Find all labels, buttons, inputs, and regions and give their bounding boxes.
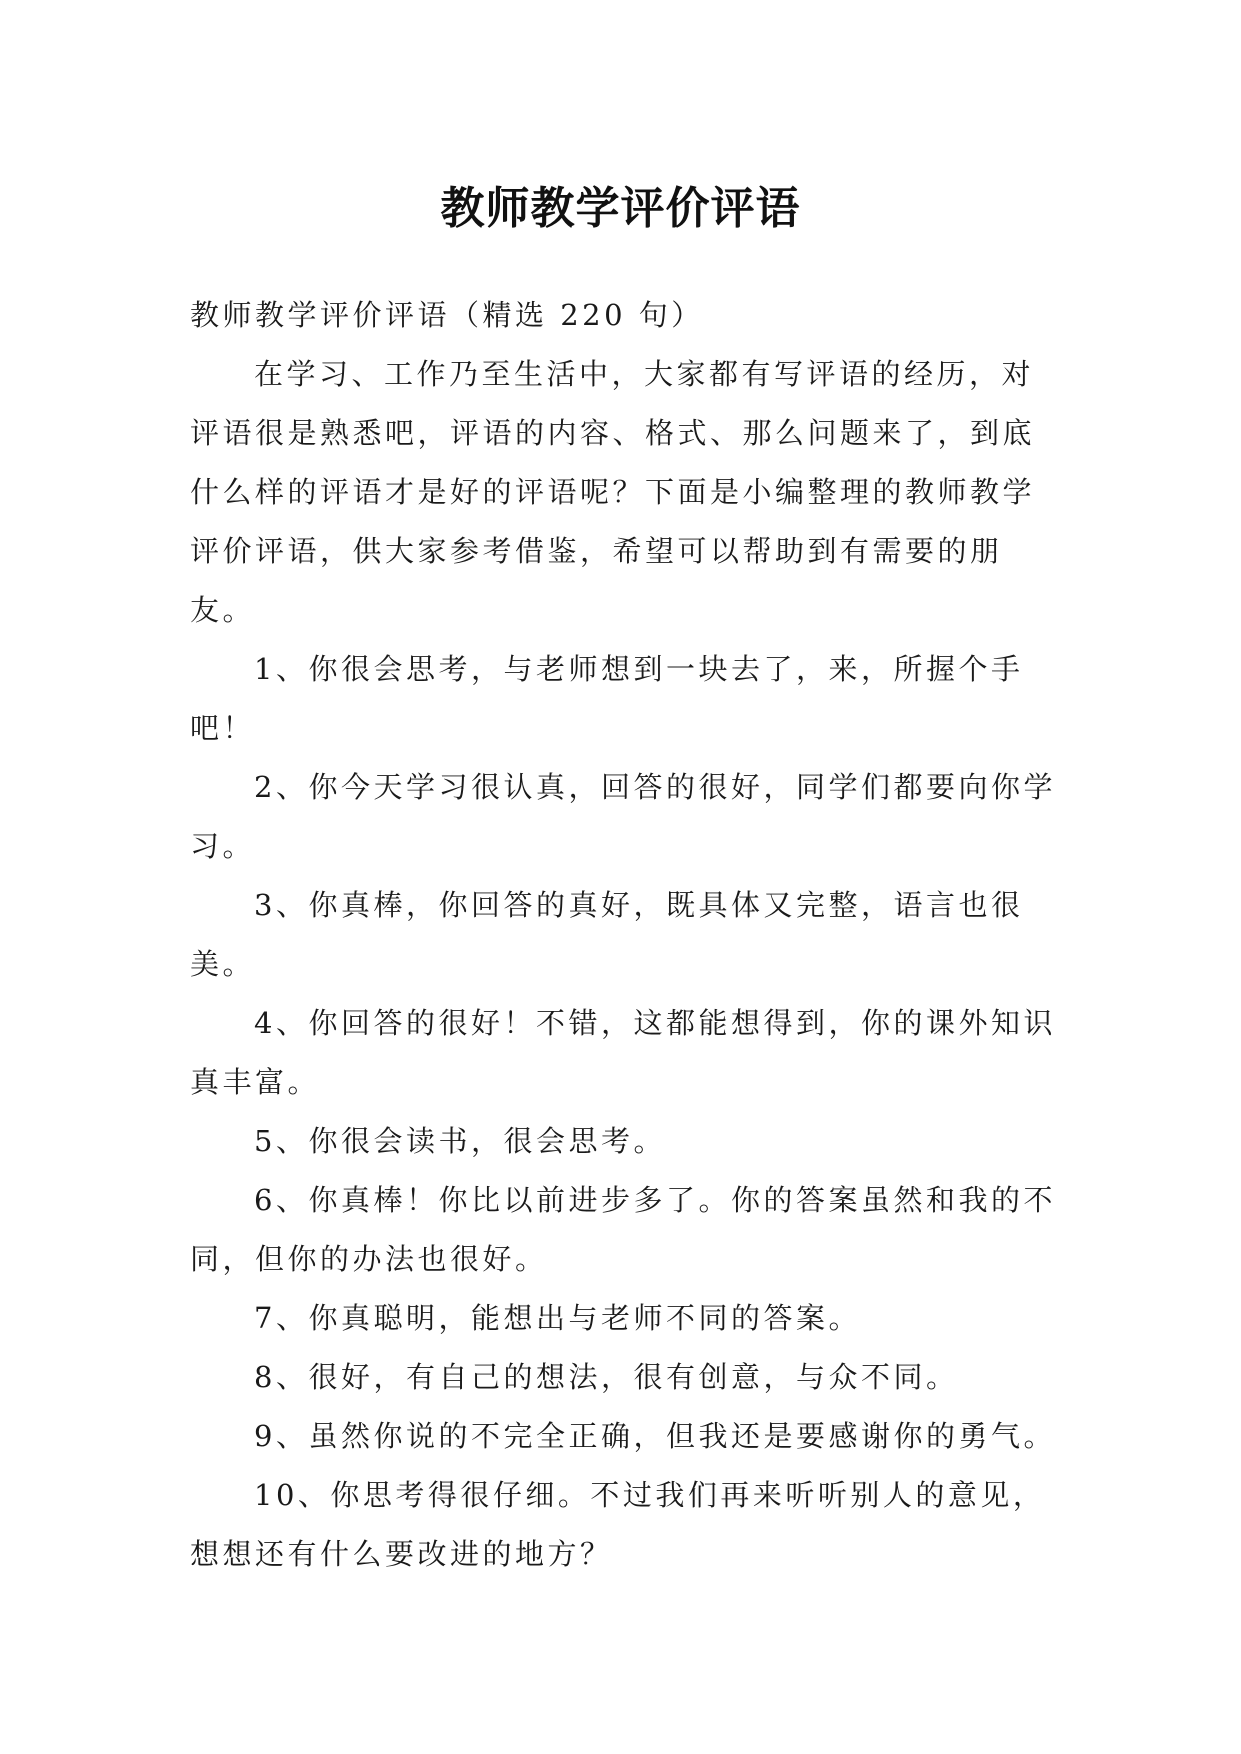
list-item: 10、你思考得很仔细。不过我们再来听听别人的意见，想想还有什么要改进的地方？ [190, 1478, 1046, 1571]
intro-paragraph: 在学习、工作乃至生活中，大家都有写评语的经历，对评语很是熟悉吧，评语的内容、格式、那么问题来了，到底什么样的评语才是好的评语呢？下面是小编整理的教师教学评价评语，供大家参考借鉴，希望可以帮助到有需要的朋友。 [190, 357, 1036, 627]
list-item: 2、你今天学习很认真，回答的很好，同学们都要向你学习。 [190, 770, 1056, 863]
list-item: 9、虽然你说的不完全正确，但我还是要感谢你的勇气。 [254, 1419, 1056, 1453]
document-body [190, 286, 1060, 1584]
document-subtitle: 教师教学评价评语（精选 220 句） [190, 298, 704, 332]
list-item: 7、你真聪明，能想出与老师不同的答案。 [254, 1301, 861, 1335]
list-item: 1、你很会思考，与老师想到一块去了，来，所握个手吧！ [190, 652, 1024, 745]
list-item: 6、你真棒！你比以前进步多了。你的答案虽然和我的不同，但你的办法也很好。 [190, 1183, 1056, 1276]
list-item: 3、你真棒，你回答的真好，既具体又完整，语言也很美。 [190, 888, 1024, 981]
list-item: 8、很好，有自己的想法，很有创意，与众不同。 [254, 1360, 959, 1394]
document-title: 教师教学评价评语 [440, 183, 801, 235]
list-item: 5、你很会读书，很会思考。 [254, 1124, 666, 1158]
list-item: 4、你回答的很好！不错，这都能想得到，你的课外知识真丰富。 [190, 1006, 1056, 1099]
